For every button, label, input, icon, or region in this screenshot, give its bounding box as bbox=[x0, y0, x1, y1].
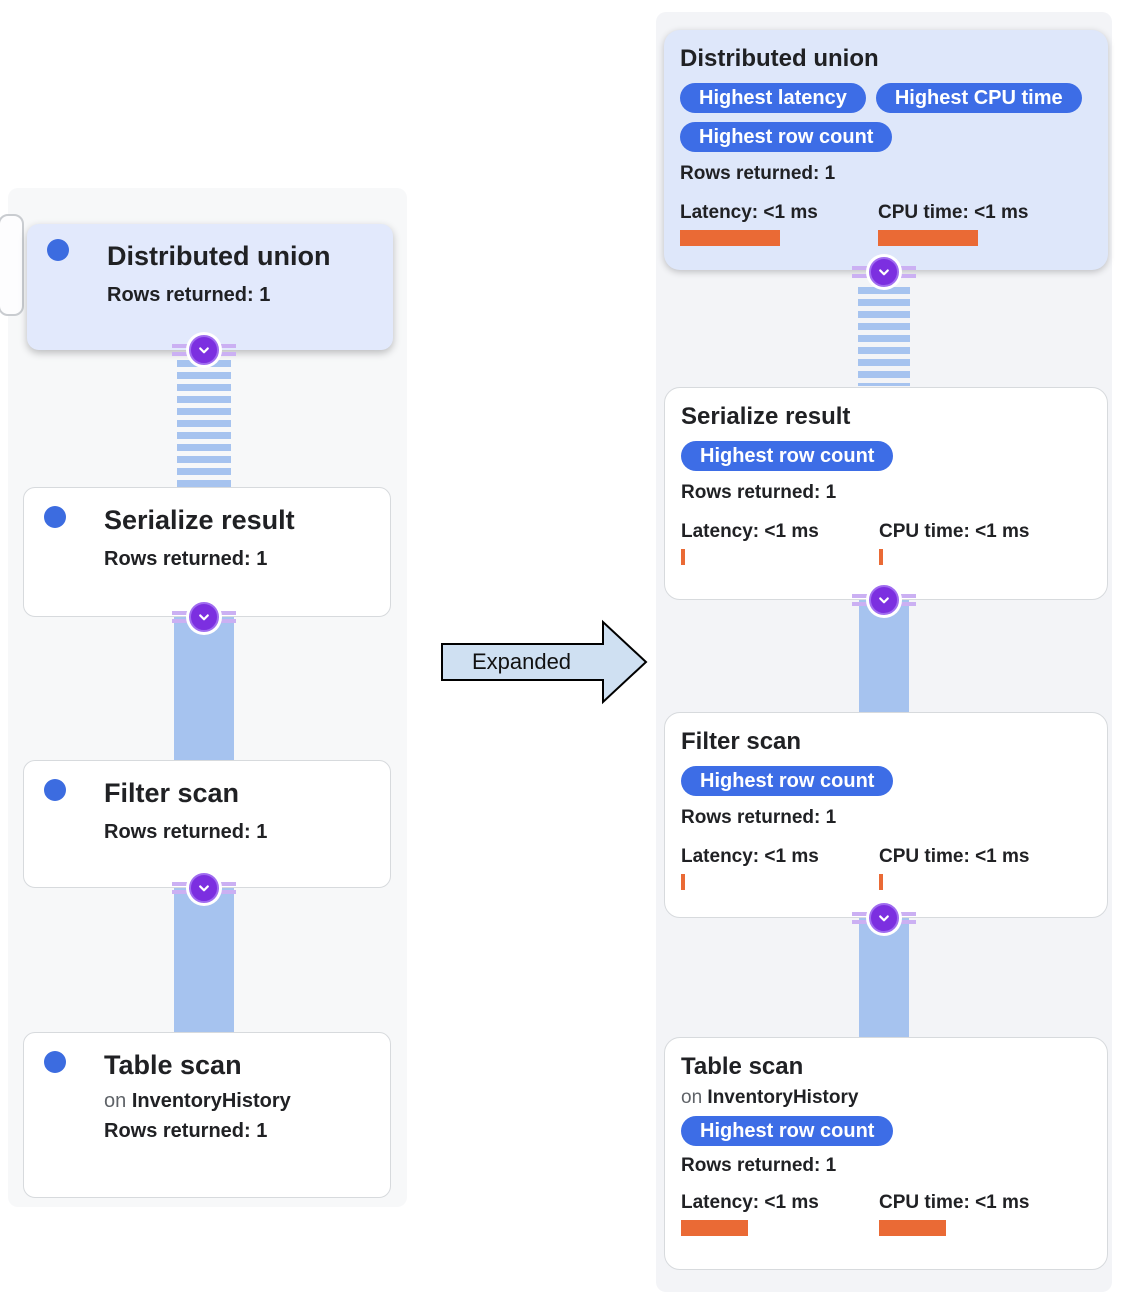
connector-striped bbox=[858, 287, 910, 386]
scan-target bbox=[104, 1090, 376, 1113]
cropped-card-edge bbox=[0, 214, 24, 316]
node-dot-icon bbox=[44, 1051, 66, 1073]
badge-row bbox=[681, 441, 1089, 471]
plan-node-filter-scan[interactable] bbox=[23, 760, 391, 888]
on-prefix: on bbox=[104, 1089, 127, 1112]
metrics-grid bbox=[681, 521, 1089, 565]
cpu-time-bar bbox=[879, 874, 883, 890]
latency-label: Latency: <1 ms bbox=[681, 520, 819, 542]
cpu-metric bbox=[878, 202, 1090, 246]
node-title: Filter scan bbox=[104, 778, 240, 808]
expand-chevron[interactable] bbox=[172, 873, 236, 903]
metric-badge: Highest latency bbox=[680, 83, 866, 113]
latency-metric bbox=[681, 846, 879, 890]
node-dot-icon bbox=[44, 779, 66, 801]
cpu-time-bar bbox=[878, 230, 978, 246]
collapse-chevron[interactable] bbox=[852, 585, 916, 615]
latency-metric bbox=[681, 521, 879, 565]
connector-solid bbox=[859, 600, 909, 712]
badge-row bbox=[681, 766, 1089, 796]
expanded-plan-panel bbox=[656, 12, 1112, 1292]
rows-returned: Rows returned: 1 bbox=[681, 1154, 837, 1176]
node-dot-icon bbox=[44, 506, 66, 528]
table-name: InventoryHistory bbox=[131, 1089, 291, 1112]
latency-bar bbox=[681, 549, 685, 565]
node-title: Serialize result bbox=[104, 505, 295, 535]
collapse-chevron[interactable] bbox=[852, 903, 916, 933]
rows-returned: Rows returned: 1 bbox=[681, 481, 837, 503]
plan-node-distributed-union[interactable] bbox=[664, 30, 1108, 270]
metrics-grid bbox=[681, 1192, 1089, 1236]
expand-chevron[interactable] bbox=[172, 335, 236, 365]
rows-returned: Rows returned: 1 bbox=[681, 806, 837, 828]
node-title: Table scan bbox=[104, 1050, 242, 1080]
table-name: InventoryHistory bbox=[707, 1086, 859, 1108]
plan-node-table-scan[interactable] bbox=[23, 1032, 391, 1198]
plan-node-filter-scan[interactable] bbox=[664, 712, 1108, 918]
node-title: Distributed union bbox=[680, 45, 879, 72]
plan-node-serialize-result[interactable] bbox=[23, 487, 391, 617]
latency-bar bbox=[680, 230, 780, 246]
plan-node-distributed-union[interactable] bbox=[27, 224, 393, 350]
badge-row bbox=[681, 1116, 1089, 1146]
cpu-metric bbox=[879, 521, 1089, 565]
chevron-down-icon bbox=[869, 257, 899, 287]
expand-chevron[interactable] bbox=[172, 602, 236, 632]
collapsed-plan-panel bbox=[8, 188, 407, 1207]
plan-node-serialize-result[interactable] bbox=[664, 387, 1108, 600]
connector-solid bbox=[859, 918, 909, 1037]
node-title: Distributed union bbox=[107, 241, 331, 271]
chevron-down-icon bbox=[869, 903, 899, 933]
cpu-time-label: CPU time: <1 ms bbox=[879, 520, 1030, 542]
chevron-down-icon bbox=[869, 585, 899, 615]
latency-label: Latency: <1 ms bbox=[681, 1191, 819, 1213]
plan-node-table-scan[interactable] bbox=[664, 1037, 1108, 1270]
scan-target bbox=[681, 1087, 1089, 1109]
metric-badge: Highest row count bbox=[681, 1116, 893, 1146]
connector-solid bbox=[174, 617, 234, 760]
connector-striped bbox=[177, 360, 231, 487]
cpu-metric bbox=[879, 1192, 1089, 1236]
cpu-time-label: CPU time: <1 ms bbox=[879, 1191, 1030, 1213]
metric-badge: Highest CPU time bbox=[876, 83, 1082, 113]
chevron-down-icon bbox=[189, 335, 219, 365]
node-title: Serialize result bbox=[681, 403, 851, 430]
node-title: Table scan bbox=[681, 1053, 804, 1080]
latency-metric bbox=[681, 1192, 879, 1236]
on-prefix: on bbox=[681, 1086, 703, 1108]
rows-returned: Rows returned: 1 bbox=[104, 547, 268, 570]
chevron-down-icon bbox=[189, 873, 219, 903]
cpu-time-bar bbox=[879, 1220, 946, 1236]
rows-returned: Rows returned: 1 bbox=[104, 1119, 268, 1142]
connector-solid bbox=[174, 888, 234, 1032]
metric-badge: Highest row count bbox=[681, 441, 893, 471]
arrow-label: Expanded bbox=[471, 649, 572, 674]
latency-label: Latency: <1 ms bbox=[680, 201, 818, 223]
cpu-time-bar bbox=[879, 549, 883, 565]
node-title: Filter scan bbox=[681, 728, 802, 755]
latency-metric bbox=[680, 202, 878, 246]
metrics-grid bbox=[681, 846, 1089, 890]
badge-row bbox=[680, 83, 1090, 152]
latency-bar bbox=[681, 1220, 748, 1236]
node-dot-icon bbox=[47, 239, 69, 261]
rows-returned: Rows returned: 1 bbox=[104, 820, 268, 843]
cpu-time-label: CPU time: <1 ms bbox=[879, 845, 1030, 867]
latency-bar bbox=[681, 874, 685, 890]
expanded-annotation-arrow bbox=[440, 618, 650, 706]
rows-returned: Rows returned: 1 bbox=[680, 162, 836, 184]
rows-returned: Rows returned: 1 bbox=[107, 283, 271, 306]
latency-label: Latency: <1 ms bbox=[681, 845, 819, 867]
collapse-chevron[interactable] bbox=[852, 257, 916, 287]
metric-badge: Highest row count bbox=[680, 122, 892, 152]
metric-badge: Highest row count bbox=[681, 766, 893, 796]
cpu-time-label: CPU time: <1 ms bbox=[878, 201, 1029, 223]
metrics-grid bbox=[680, 202, 1090, 246]
cpu-metric bbox=[879, 846, 1089, 890]
chevron-down-icon bbox=[189, 602, 219, 632]
